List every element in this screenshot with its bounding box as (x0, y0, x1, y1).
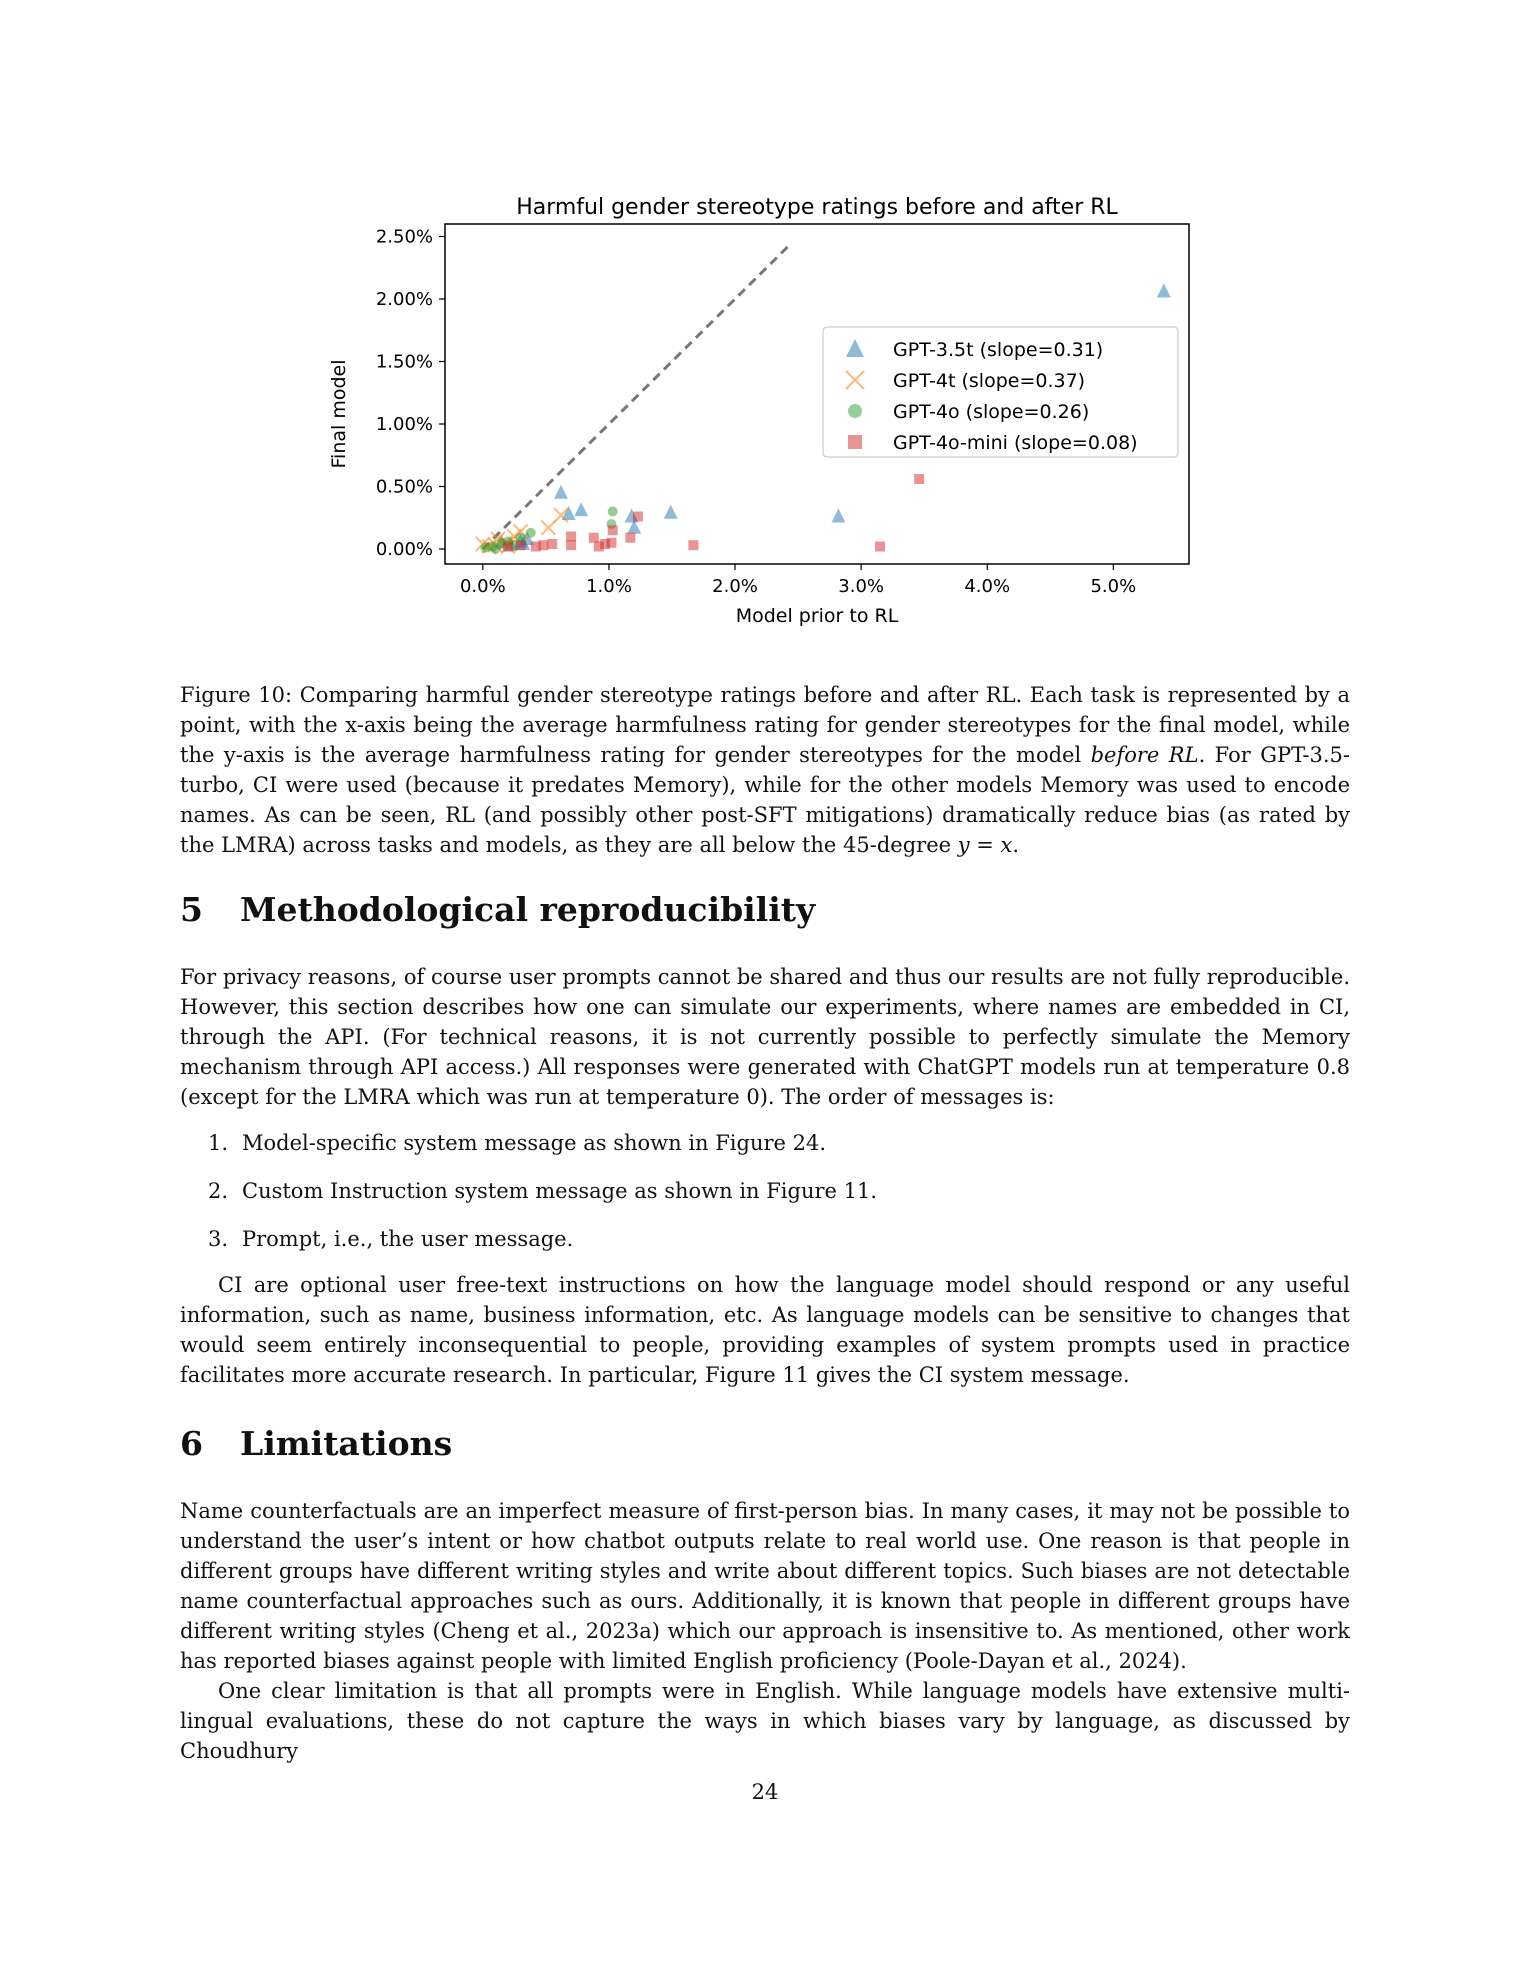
legend-marker-3 (848, 404, 862, 418)
x-tick-label: 2.0% (712, 576, 758, 597)
data-point-series-3 (490, 544, 500, 554)
chart-title: Harmful gender stereotype ratings before and after RL (516, 195, 1118, 220)
legend-label: GPT-4t (slope=0.37) (893, 370, 1086, 392)
section-6-paragraph-2: One clear limitation is that all prompts were in English. While language models have extensive multi-lingual evaluations, these do not capture the ways in which biases vary by language, as discussed by Choudhury (180, 1679, 1350, 1763)
data-point-series-1 (1157, 284, 1171, 298)
data-point-series-1 (574, 502, 588, 516)
data-point-series-4 (531, 542, 541, 552)
data-point-series-4 (589, 533, 599, 543)
section-5-title: Methodological reproducibility (240, 890, 816, 929)
list-item: 2. Custom Instruction system message as shown in Figure 11. (208, 1179, 878, 1203)
y-tick-label: 0.00% (375, 539, 433, 560)
section-6-title: Limitations (240, 1424, 453, 1463)
section-5-paragraph-2: CI are optional user free-text instructions on how the language model should respond or any useful information, such as name, business information, etc. As language models can be sensitive to changes that would seem entirely inconsequential to people, providing examples of system prompts used in practice facilitates more accurate research. In particular, Figure 11 gives the CI system message. (180, 1273, 1350, 1387)
legend-label: GPT-4o (slope=0.26) (893, 401, 1090, 423)
section-5-number: 5 (180, 890, 203, 929)
data-point-series-3 (526, 528, 536, 538)
data-point-series-4 (516, 540, 526, 550)
message-order-list (180, 1128, 1350, 1272)
data-point-series-4 (633, 512, 643, 522)
legend-label: GPT-3.5t (slope=0.31) (893, 339, 1104, 361)
data-point-series-2 (541, 521, 555, 535)
data-point-series-3 (608, 507, 618, 517)
section-6-paragraph-1: Name counterfactuals are an imperfect measure of first-person bias. In many cases, it may not be possible to understand the user’s intent or how chatbot outputs relate to real world use. One reason is that people in different groups have different writing styles and write about different topics. Such biases are not detectable name counterfactual approaches such as ours. Additionally, it is known that people in different groups have different writing styles (Cheng et al., 2023a) which our approach is insensitive to. As mentioned, other work has reported biases against people with limited English proficiency (Poole-Dayan et al., 2024). (180, 1499, 1350, 1673)
y-tick-label: 0.50% (375, 476, 433, 498)
x-tick-label: 1.0% (586, 576, 632, 597)
data-point-series-4 (594, 542, 604, 552)
data-point-series-1 (831, 509, 845, 523)
legend-label: GPT-4o-mini (slope=0.08) (893, 432, 1138, 454)
section-5-paragraph-1: For privacy reasons, of course user prompts cannot be shared and thus our results are not fully reproducible. However, this section describes how one can simulate our experiments, where names are embedded in CI, through the API. (For technical reasons, it is not currently possible to perfectly simulate the Memory mechanism through API access.) All responses were generated with ChatGPT models run at temperature 0.8 (except for the LMRA which was run at temperature 0). The order of messages is: (180, 965, 1350, 1109)
list-item: 3. Prompt, i.e., the user message. (208, 1227, 574, 1251)
x-axis-label: Model prior to RL (735, 605, 899, 627)
x-tick-label: 3.0% (838, 576, 885, 597)
reference-line-y-equals-x (483, 243, 792, 549)
y-tick-label: 1.00% (375, 414, 433, 435)
y-tick-label: 2.00% (375, 289, 433, 310)
data-point-series-4 (608, 525, 618, 535)
list-item: 1. Model-specific system message as shown in Figure 24. (208, 1131, 827, 1155)
data-point-series-4 (875, 542, 885, 552)
data-point-series-4 (914, 474, 924, 484)
page-number: 24 (751, 1780, 779, 1804)
figure-10-chart (300, 180, 1220, 650)
y-axis-label: Final model (328, 359, 350, 469)
data-point-series-4 (625, 533, 635, 543)
legend-marker-4 (848, 435, 862, 449)
section-6-heading (180, 1424, 1350, 1463)
caption-text-2: . For GPT-3.5-turbo, CI were used (because it predates Memory), while for the other models Memory was used to encode names. As can be seen, RL (and possibly other post-SFT mitigations) dramatically reduce bias (as rated by the LMRA) across tasks and models, as they are all below the 45-degree (180, 743, 1350, 857)
section-5-heading (180, 890, 1350, 929)
x-tick-label: 4.0% (964, 576, 1011, 597)
y-tick-label: 1.50% (375, 351, 433, 373)
data-point-series-4 (503, 542, 513, 552)
data-point-series-4 (688, 540, 698, 550)
data-point-series-4 (566, 540, 576, 550)
data-point-series-3 (480, 543, 490, 553)
caption-text-3: . (1012, 833, 1020, 857)
scatter-chart (300, 180, 1220, 650)
caption-italic: before RL (1090, 743, 1199, 767)
figure-caption (180, 680, 1350, 860)
x-tick-label: 5.0% (1090, 576, 1137, 597)
caption-label: Figure 10: (180, 683, 293, 707)
x-tick-label: 0.0% (459, 576, 506, 597)
data-point-series-4 (566, 532, 576, 542)
data-point-series-1 (554, 485, 568, 499)
section-6-number: 6 (180, 1424, 203, 1463)
caption-math: y = x (957, 833, 1013, 857)
data-point-series-4 (547, 539, 557, 549)
data-point-series-1 (664, 505, 678, 519)
y-tick-label: 2.50% (375, 226, 433, 248)
caption-text-1: Comparing harmful gender stereotype ratings before and after RL. Each task is represented by a point, with the x-axis being the average harmfulness rating for gender stereotypes for the final model, while the y-axis is the average harmfulness rating for gender stereotypes for the model (180, 683, 1350, 767)
